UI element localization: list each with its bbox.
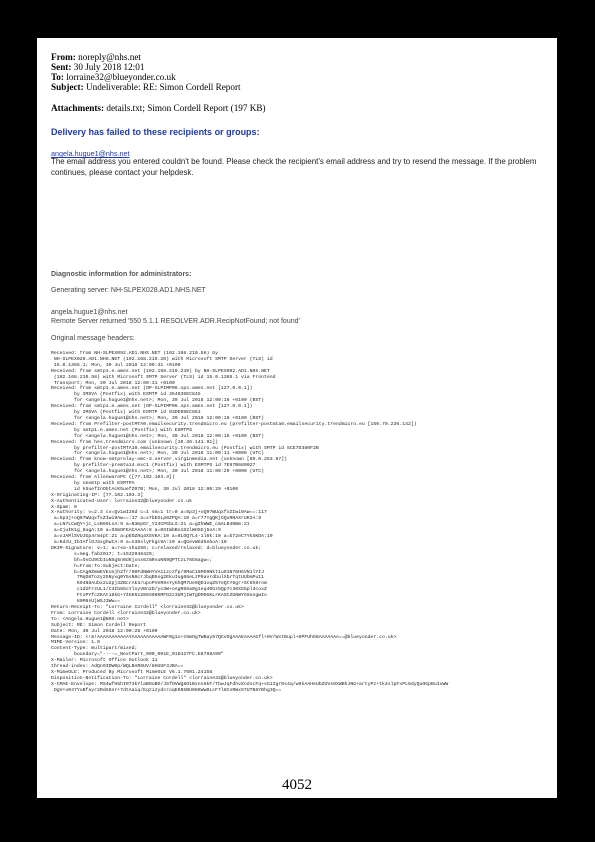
header-line: id k5uefInObtAcK5uefZ07B; Mon, 30 Jul 2018 12:00:29 +0100 — [51, 486, 239, 492]
header-line: K94N8Aubx2u2pj3ZBcrAk3/upoPVeR9sYyGhQM7Ue9QD1vqZ57eQtY6gr+St6h8rom — [51, 581, 267, 587]
header-line: Transport; Mon, 30 Jul 2018 12:00:31 +0100 — [51, 380, 175, 386]
header-line: boundary="----=_NextPart_000_001E_01D427FC.E8788A90" — [51, 652, 224, 658]
diagnostic-recipient: angela.hugue1@nhs.net — [51, 309, 128, 316]
header-line: Received: from smtp1.e.ames.net (192.168.219.249) by NH-SLPEX092.AD1.NHS.NET — [51, 368, 270, 374]
header-line: From: Lorraine Cordell <lorraine32@blueyonder.co.uk> — [51, 610, 201, 616]
header-line: DKIM-Signature: v=1; a=rsa-sha256; c=relaxed/relaxed; d=blueyonder.co.uk; — [51, 545, 262, 551]
from-line: From: noreply@nhs.net — [51, 52, 141, 62]
header-line: Received: from hes.trendmicro.com (unknown [10.36.141.91]) — [51, 439, 218, 445]
header-line: by smtp1.e.ames.net (Postfix) with ESMTPS — [51, 427, 193, 433]
page-number: 4052 — [282, 777, 312, 793]
headers-title: Original message headers: — [51, 335, 135, 342]
attachments-value: details.txt; Simon Cordell Report (197 KB) — [106, 103, 266, 113]
header-line: for <angela.hugue1@nhs.net>; Mon, 30 Jul 2018 11:00:11 +0000 (UTC) — [51, 451, 265, 457]
document-page — [37, 38, 557, 798]
header-line: by prefilter-premta14.mxc1 (Postfix) with ESMTPS id 7E97B680027 — [51, 463, 256, 469]
subject-value: Undeliverable: RE: Simon Cordell Report — [85, 82, 241, 92]
attachments-line: Attachments: details.txt; Simon Cordell Report (197 KB) — [51, 103, 266, 113]
header-line: MIME-Version: 1.0 — [51, 640, 100, 646]
header-line: Received: from smtp1.e.ames.net (OP-SLPIMP06.ops.ames.net [127.0.0.1]) — [51, 404, 253, 410]
header-line: (192.168.210.58) with Microsoft SMTP Server (TLS) id 15.0.1365.1 via Frontend — [51, 374, 276, 380]
sent-value: 30 July 2018 12:01 — [73, 62, 145, 72]
header-line: c1d2FrzUL1/C3Ib85cYlnyVBn2D/yo3W+oAgR8Sa0g1eq40Gz5Qp7c30XG6pl3coxZ — [51, 587, 267, 593]
header-line: for <angela.hugue1@nhs.net>; Mon, 30 Jul 2018 12:00:16 +0100 (BST) — [51, 415, 265, 421]
header-line: 15.0.1365.1; Mon, 30 Jul 2018 12:00:31 +0100 — [51, 362, 181, 368]
header-line: To: <Angela.Hugue1@NHS.net> — [51, 616, 129, 622]
to-line: To: lorraine32@blueyonder.co.uk — [51, 72, 176, 82]
header-line: a=CjuIK1g_8ugA:10 a=SSmOFEACAAAA:8 a=0SImbBo1S2lWHSGj5oA:9 — [51, 528, 221, 534]
header-line: X-Authority: v=2.3 cv=Qv1wI26d c=1 sm=1 tr=0 a=5p3j+oQ97WUqxfxZIwi9Aw==:117 — [51, 510, 267, 516]
header-line: 7MqD8To2y25Nyvg0Y5sN8crJbqB5sg2EkuIug66eLzP9avrdbulXbrTqtUUbmPu11 — [51, 575, 265, 581]
message-headers — [51, 351, 551, 781]
header-line: Received: from AllenwarePC ([77.102.103.3]) — [51, 475, 175, 481]
header-line: Received: from know-smtprelay-omc-3.server.virginmedia.net (unknown [80.0.253.67]) — [51, 457, 288, 463]
header-line: a=LN7LCwQY+jc_LsB69LsA:9 a=N3mpGr_Y24CPGbLS:21 a=gZhWWE_cmALB4NBm:21 — [51, 522, 250, 528]
header-line: Message-ID: <!&!AAAAAAAAAAAYAAAAAAAAAAAWF0g1o+z6mOgTWBay57QCvOgAAAEAAAAGfl+0V/WxtBupl+0PFUhD8AAAAAAA==@blueyonder.co.uk> — [51, 634, 397, 640]
header-line: X-Originating-IP: [77.102.103.3] — [51, 492, 144, 498]
header-line: by prefilter-postMTA10.emailsecurity.trendmicro.eu (Postfix) with SMTP id 5CE7D380F2B — [51, 445, 319, 451]
sent-line: Sent: 30 July 2018 12:01 — [51, 62, 145, 72]
header-line: for <angela.hugue1@nhs.net>; Mon, 30 Jul 2018 11:00:29 +0000 (UTC) — [51, 469, 265, 475]
header-line: X-Mailer: Microsoft Office Outlook 11 — [51, 658, 158, 664]
header-line: Return-Receipt-To: "Lorraine Cordell" <lorraine32@blueyonder.co.uk> — [51, 604, 244, 610]
generating-server: Generating server: NH-SLPEX028.AD1.NHS.NET — [51, 287, 206, 294]
header-line: Subject: RE: Simon Cordell Report — [51, 622, 146, 628]
header-line: thread-index: AdQn9IDW0p/WQLBAR6UV/8HUUF3JBA== — [51, 664, 184, 670]
header-line: by IMSVA (Postfix) with ESMTP id 03DE05EC861 — [51, 410, 201, 416]
header-line: b=CAg0ZmmEVEcmjh2fr/90FdNWHYVA1izczfp/9MaC16MD9Nkt1u91N76HGVN1lYIJ — [51, 569, 265, 575]
remote-server-response: Remote Server returned '550 5.1.1 RESOLVER.ADR.RecipNotFound; not found' — [51, 318, 300, 325]
header-line: bh=OsCU9CbIuNSg5n0d6jxnx6zmRsuKN9QPTtzL76G6agw=; — [51, 557, 213, 563]
header-line: Received: from smtp1.e.ames.net (OP-SLPIMP06.ops.ames.net [127.0.0.1]) — [51, 386, 253, 392]
header-line: X-CMAE-Envelope: MS4wfH5hIR73kYlaBOuBO/J5fOVWg8O1Bxns8kF/TbwJqFdhvZodscFq+sG1Igr0s4q/w9kAAHeUbZUVs0XWBhJNG+artyPz+tk4slpFxPL6dyQuOGpBuIxWW — [51, 681, 449, 687]
header-line: Received: from Prefilter-postMTA0.emailsecurity.trendmicro.eu (prefilter-postmta6.emailsecurity.trendmicro.eu [150.70.236.142]) — [51, 421, 417, 427]
recipient-link[interactable]: angela.hugue1@nhs.net — [51, 149, 130, 158]
header-line: h=From:To:Subject:Date; — [51, 563, 141, 569]
header-line: Received: from NH-SLPEX092.AD1.NHS.NET (192.168.210.56) by — [51, 351, 218, 356]
header-line: by cmsmtp with ESMTPA — [51, 480, 135, 486]
header-line: Content-Type: multipart/mixed; — [51, 646, 138, 652]
subject-line: Subject: Undeliverable: RE: Simon Cordell Report — [51, 82, 241, 92]
to-value: lorraine32@blueyonder.co.uk — [66, 72, 176, 82]
header-line: a=xJAMlSVUJGp4rm4pt:21 a=pEOZHq4XSVKA:10 a=0LOQ7L4-1l6k:10 a=b72eC7YkSKDA:10 — [51, 534, 273, 540]
header-line: X-MimeOLE: Produced By Microsoft MimeOLE V6.1.7601.24158 — [51, 669, 213, 675]
header-line: 89M8sUjW5J3Ww== — [51, 599, 121, 605]
header-line: NH-SLPEX029.AD1.NHS.NET (192.168.210.20) with Microsoft SMTP Server (TLS) id — [51, 356, 273, 362]
header-line: a=5p3j+oQ97WUqxfxZIwi9Aw==:17 a=x7bEGLp0ZPQA:10 a=r77YgQKjGQsRNAXrUKIA:9 — [51, 516, 262, 522]
failure-message: The email address you entered couldn't be found. Please check the recipient's email address and try to resend the message. If the problem continues, please contact your helpdesk. — [51, 157, 537, 177]
from-value: noreply@nhs.net — [78, 52, 141, 62]
header-line: a=KdzU_IbIAflOJ3xghwtA:9 a=n38slyFkgc9A:10 a=QGevWGd5eboA:10 — [51, 540, 227, 545]
header-line: FtoPYfcZKAt18kG+74GK51260306KMFD2z3UMjtWTgDMDGKLrKAStZUNWYG9ungwIo — [51, 593, 267, 599]
header-line: Date: Mon, 30 Jul 2018 12:00:28 +0100 — [51, 628, 158, 634]
header-line: for <angela.hugue1@nhs.net>; Mon, 30 Jul 2018 12:00:15 +0100 (BST) — [51, 433, 265, 439]
header-line: DgV+v047YuBfayr2RdX8nr+7dtAaiq/EqzizydcroqEKN5BU06KWw0LcF7l8CsRWxS7UTN8YBhg3Q== — [51, 687, 282, 693]
header-line: X-Spam: 0 — [51, 504, 77, 510]
diagnostic-title: Diagnostic information for administrators: — [51, 271, 192, 278]
header-line: s=meg.fab2017; t=1532948429; — [51, 551, 155, 557]
header-line: Disposition-Notification-To: "Lorraine Cordell" <lorraine32@blueyonder.co.uk> — [51, 675, 273, 681]
header-line: for <angela.hugue1@nhs.net>; Mon, 30 Jul 2018 12:00:16 +0100 (BST) — [51, 398, 265, 404]
header-line: by IMSVA (Postfix) with ESMTP id 354035EC845 — [51, 392, 201, 398]
delivery-failed-heading: Delivery has failed to these recipients or groups: — [51, 127, 260, 137]
header-line: X-Authenticated-User: lorraine32@blueyonder.co.uk — [51, 498, 193, 504]
